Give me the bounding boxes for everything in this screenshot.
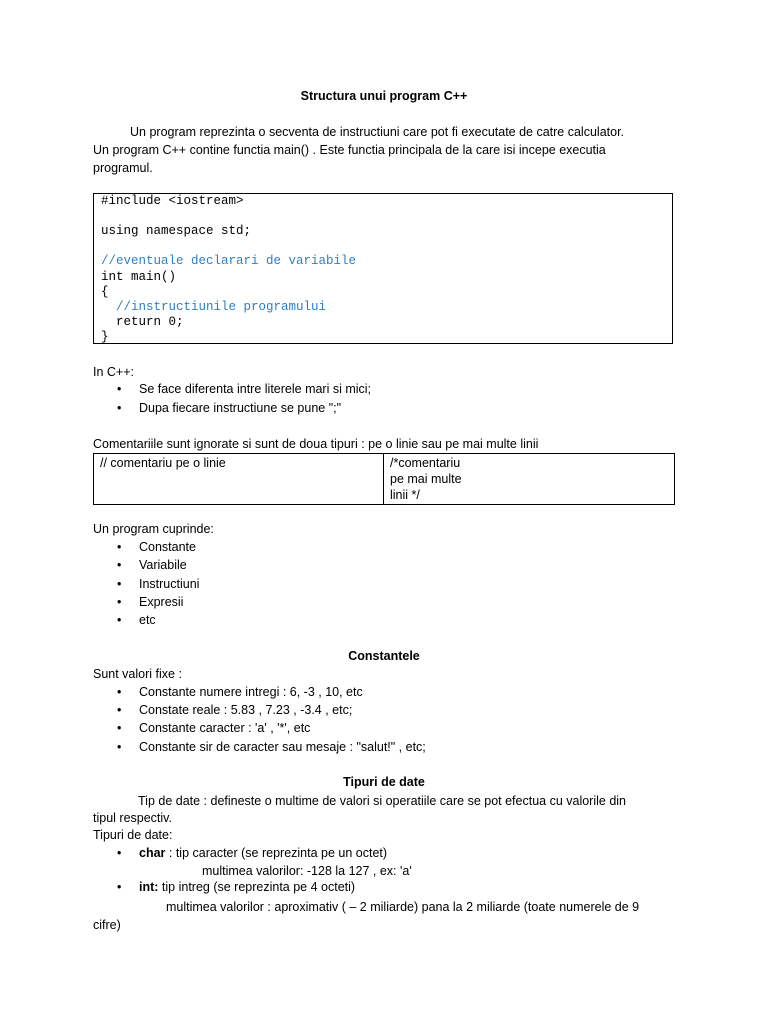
single-line-comment-cell: // comentariu pe o linie — [94, 454, 384, 505]
cpp-rules-heading: In C++: — [93, 365, 134, 379]
code-line-return: return 0; — [101, 315, 184, 329]
int-range-continued: cifre) — [93, 918, 121, 932]
char-keyword: char — [139, 846, 166, 860]
constants-title: Constantele — [348, 649, 420, 663]
intro-line-3: programul. — [93, 161, 153, 175]
data-types-heading: Tipuri de date: — [93, 828, 173, 842]
comments-heading: Comentariile sunt ignorate si sunt de doua tipuri : pe o linie sau pe mai multe linii — [93, 437, 539, 451]
code-line-namespace: using namespace std; — [101, 224, 252, 238]
int-keyword: int: — [139, 880, 159, 894]
code-line-comment-instructions: //instructiunile programului — [101, 300, 327, 314]
intro-line-2: Un program C++ contine functia main() . Este functia principala de la care isi incepe executia — [93, 143, 606, 157]
data-types-title: Tipuri de date — [343, 775, 425, 789]
code-line-open-brace: { — [101, 285, 109, 299]
page-title: Structura unui program C++ — [300, 89, 468, 103]
int-description: tip intreg (se reprezinta pe 4 octeti) — [158, 880, 356, 894]
program-parts-heading: Un program cuprinde: — [93, 522, 214, 536]
comments-table — [93, 453, 675, 505]
code-line-main: int main() — [101, 270, 177, 284]
intro-line-1: Un program reprezinta o secventa de instructiuni care pot fi executate de catre calculator. — [130, 125, 625, 139]
code-line-comment-declarations: //eventuale declarari de variabile — [101, 254, 357, 268]
code-block — [93, 193, 673, 344]
int-range: multimea valorilor : aproximativ ( – 2 miliarde) pana la 2 miliarde (toate numerele de 9 — [166, 900, 640, 914]
data-types-definition-line-2: tipul respectiv. — [93, 811, 172, 825]
code-line-close-brace: } — [101, 330, 109, 344]
char-range: multimea valorilor: -128 la 127 , ex: 'a' — [202, 864, 412, 878]
constants-intro: Sunt valori fixe : — [93, 667, 182, 681]
data-types-definition-line-1: Tip de date : defineste o multime de valori si operatiile care se pot efectua cu valorile din — [138, 794, 626, 808]
code-line-include: #include <iostream> — [101, 194, 244, 208]
multi-line-comment-cell: /*comentariu pe mai multe linii */ — [384, 454, 675, 505]
char-description: : tip caracter (se reprezinta pe un octet) — [165, 846, 388, 860]
